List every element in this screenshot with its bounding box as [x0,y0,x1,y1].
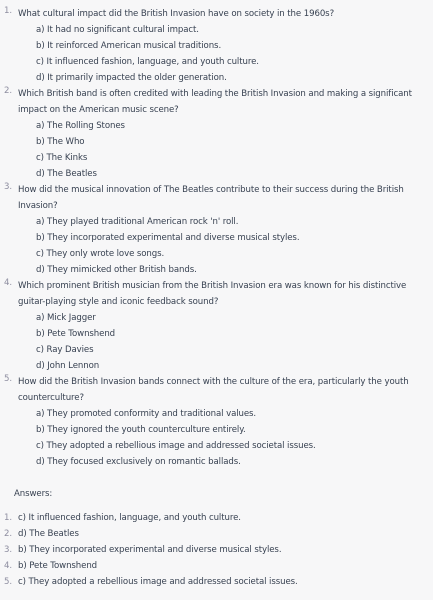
answer-option: b) They incorporated experimental and diverse musical styles. [36,233,300,243]
answer-option: b) The Who [36,137,85,147]
answer-option: c) They adopted a rebellious image and addressed societal issues. [36,441,316,451]
question-number: 2. [4,86,12,96]
answer-option: b) Pete Townshend [36,329,116,339]
answers-heading: Answers: [14,489,53,499]
answer-number: 3. [4,545,12,555]
answer-option: c) Ray Davies [36,345,94,355]
question-text-continued: impact on the American music scene? [18,105,179,115]
question-item [0,374,423,470]
quiz-list [0,6,433,470]
answer-option: d) They focused exclusively on romantic ballads. [36,457,241,467]
answer-number: 1. [4,513,12,523]
answer-key-item [0,558,423,574]
answer-option: a) It had no significant cultural impact. [36,25,199,35]
question-number: 1. [4,6,12,16]
answer-option: c) The Kinks [36,153,88,163]
answer-number: 5. [4,577,12,587]
question-text: Which prominent British musician from the British Invasion era was known for his distinctive [18,281,407,291]
question-text: Which British band is often credited with leading the British Invasion and making a significant [18,89,412,99]
question-text: How did the British Invasion bands connect with the culture of the era, particularly the youth [18,377,409,387]
question-text-continued: counterculture? [18,393,84,403]
answer-key-item [0,574,423,590]
answer-key-item [0,510,423,526]
answer-option: d) John Lennon [36,361,100,371]
answer-text: c) It influenced fashion, language, and youth culture. [18,513,241,523]
answer-key-item [0,542,423,558]
question-text: How did the musical innovation of The Beatles contribute to their success during the British [18,185,404,195]
question-item [0,86,423,182]
answer-option: d) The Beatles [36,169,97,179]
answer-option: c) It influenced fashion, language, and youth culture. [36,57,259,67]
answer-option: a) Mick Jagger [36,313,96,323]
answer-key-list [0,510,433,590]
question-text-continued: Invasion? [18,201,58,211]
question-number: 3. [4,182,12,192]
question-item [0,278,423,374]
answer-key-item [0,526,423,542]
question-number: 5. [4,374,12,384]
question-item [0,6,423,86]
answer-text: b) They incorporated experimental and diverse musical styles. [18,545,282,555]
answer-number: 4. [4,561,12,571]
answer-text: d) The Beatles [18,529,79,539]
question-text: What cultural impact did the British Invasion have on society in the 1960s? [18,9,335,19]
answer-option: b) It reinforced American musical traditions. [36,41,222,51]
question-number: 4. [4,278,12,288]
question-text-continued: guitar-playing style and iconic feedback sound? [18,297,219,307]
answer-option: d) It primarily impacted the older generation. [36,73,227,83]
answer-option: b) They ignored the youth counterculture entirely. [36,425,246,435]
answer-option: d) They mimicked other British bands. [36,265,197,275]
answer-option: a) They played traditional American rock 'n' roll. [36,217,239,227]
answer-text: c) They adopted a rebellious image and addressed societal issues. [18,577,298,587]
answer-option: a) The Rolling Stones [36,121,125,131]
answer-option: c) They only wrote love songs. [36,249,165,259]
question-item [0,182,423,278]
answer-number: 2. [4,529,12,539]
answer-option: a) They promoted conformity and traditional values. [36,409,257,419]
answer-text: b) Pete Townshend [18,561,98,571]
